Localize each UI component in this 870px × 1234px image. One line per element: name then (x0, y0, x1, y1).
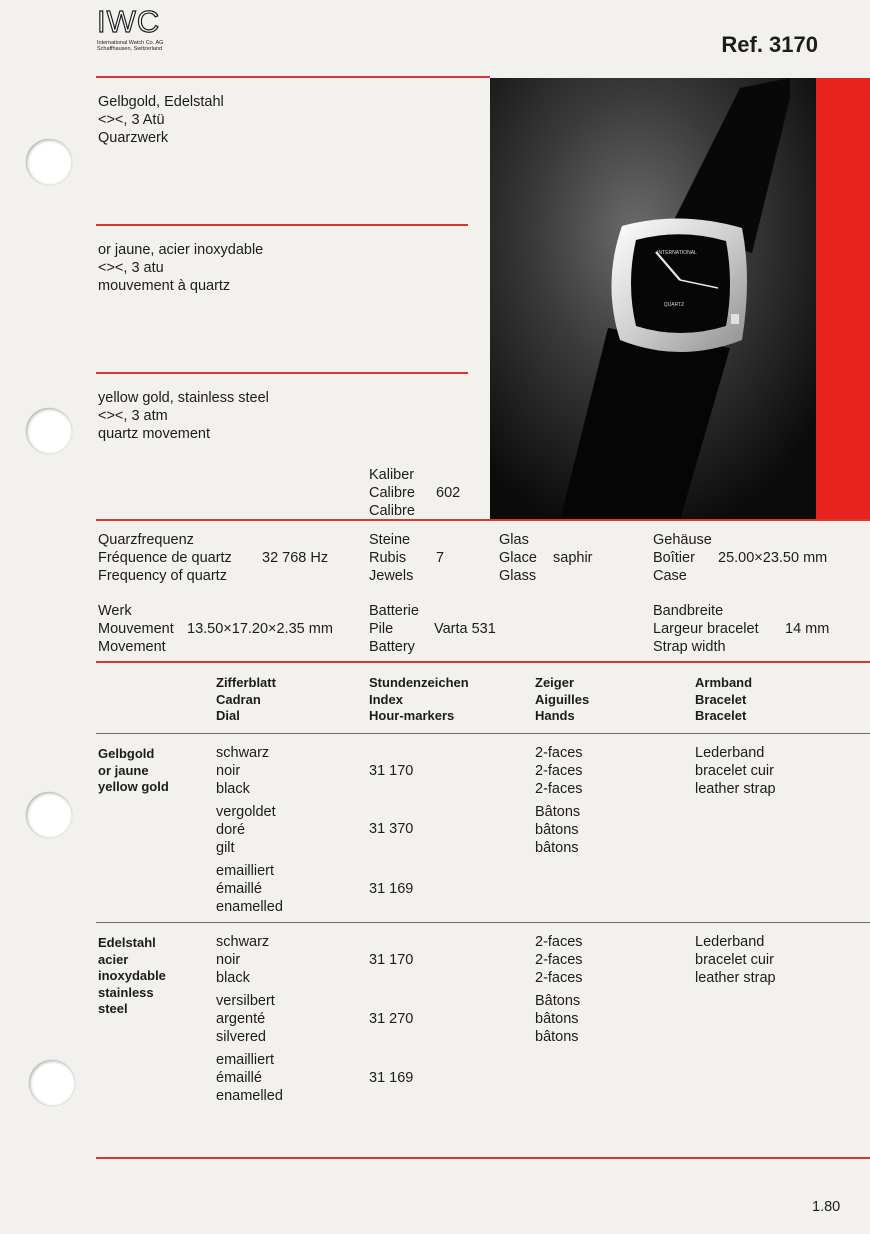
binder-hole (26, 408, 72, 454)
g1-r2-dial: vergoldet doré gilt (216, 804, 276, 856)
g1-r1-index: 31 170 (369, 763, 414, 779)
kaliber-labels: Kaliber Calibre Calibre (369, 467, 415, 519)
company-line-2: Schaffhausen, Switzerland (97, 46, 163, 52)
g1-r2-hands: Bâtons bâtons bâtons (535, 804, 581, 856)
quarz-value: 32 768 Hz (262, 550, 329, 566)
red-stripe (816, 78, 870, 520)
material-gelbgold: Gelbgold or jaune yellow gold (98, 746, 169, 794)
gehaeuse-value: 25.00×23.50 mm (718, 550, 828, 566)
batterie-value: Varta 531 (434, 621, 496, 637)
g2-r1-strap: Lederband bracelet cuir leather strap (695, 934, 776, 986)
g2-r1-index: 31 170 (369, 952, 414, 968)
g1-r3-index: 31 169 (369, 881, 414, 897)
desc-fr-movement: mouvement à quartz (98, 278, 231, 294)
desc-en-material: yellow gold, stainless steel (98, 390, 269, 406)
glas-labels: Glas Glace Glass (499, 532, 537, 584)
binder-hole (29, 1060, 75, 1106)
g2-r3-index: 31 169 (369, 1070, 414, 1086)
specs-rule (96, 519, 870, 521)
crown (731, 314, 739, 324)
header-index: Stundenzeichen Index Hour-markers (369, 675, 469, 723)
logo-text: IWC (97, 4, 161, 39)
desc-de-movement: Quarzwerk (98, 130, 169, 146)
g1-r2-index: 31 370 (369, 821, 414, 837)
table-header-rule (96, 733, 870, 734)
g1-r1-dial: schwarz noir black (216, 745, 270, 797)
watch-photo (490, 78, 870, 520)
batterie-labels: Batterie Pile Battery (369, 603, 419, 655)
g2-r2-dial: versilbert argenté silvered (216, 993, 275, 1045)
bottom-rule (96, 1157, 870, 1159)
header-rule (96, 76, 490, 78)
g2-r1-dial: schwarz noir black (216, 934, 270, 986)
g2-r2-hands: Bâtons bâtons bâtons (535, 993, 581, 1045)
gehaeuse-labels: Gehäuse Boîtier Case (653, 532, 712, 584)
desc-fr-water: <><, 3 atu (98, 260, 164, 276)
band-value: 14 mm (785, 621, 830, 637)
company-line-1: International Watch Co. AG (97, 40, 164, 46)
iwc-logo (97, 6, 163, 52)
water-resistance-icon: <><, (98, 408, 132, 424)
water-resistance-icon: <><, (98, 112, 132, 128)
table-top-rule (96, 661, 870, 663)
binder-hole (26, 139, 72, 185)
water-resistance-icon: <><, (98, 260, 132, 276)
group-rule (96, 922, 870, 923)
header-dial: Zifferblatt Cadran Dial (216, 675, 276, 723)
product-photo (490, 78, 870, 520)
kaliber-value: 602 (436, 485, 461, 501)
g2-r1-hands: 2-faces 2-faces 2-faces (535, 934, 583, 986)
binder-hole (26, 792, 72, 838)
section-rule (96, 224, 468, 226)
desc-french (98, 241, 263, 295)
werk-labels: Werk Mouvement Movement (98, 603, 174, 655)
steine-value: 7 (436, 550, 445, 566)
werk-value: 13.50×17.20×2.35 mm (187, 621, 333, 637)
desc-en-movement: quartz movement (98, 426, 211, 442)
desc-en-water: <><, 3 atm (98, 408, 168, 424)
band-labels: Bandbreite Largeur bracelet Strap width (653, 603, 759, 655)
page-number: 1.80 (812, 1199, 841, 1215)
g1-r1-hands: 2-faces 2-faces 2-faces (535, 745, 583, 797)
g2-r3-dial: emailliert émaillé enamelled (216, 1052, 283, 1104)
desc-de-material: Gelbgold, Edelstahl (98, 94, 224, 110)
g1-r3-dial: emailliert émaillé enamelled (216, 863, 283, 915)
glas-value: saphir (553, 550, 593, 566)
desc-english (98, 389, 269, 443)
g2-r2-index: 31 270 (369, 1011, 414, 1027)
desc-german (98, 93, 224, 147)
desc-fr-material: or jaune, acier inoxydable (98, 242, 264, 258)
header-strap: Armband Bracelet Bracelet (695, 675, 753, 723)
material-edelstahl: Edelstahl acier inoxydable stainless steel (98, 935, 166, 1016)
g1-r1-strap: Lederband bracelet cuir leather strap (695, 745, 776, 797)
quarz-labels: Quarzfrequenz Fréquence de quartz Frequency of quartz (98, 532, 232, 584)
dial-model: QUARTZ (663, 302, 685, 308)
desc-de-water: <><, 3 Atü (98, 112, 165, 128)
section-rule (96, 372, 468, 374)
dial-brand: INTERNATIONAL (657, 250, 697, 256)
reference-number: Ref. 3170 (721, 32, 818, 57)
header-hands: Zeiger Aiguilles Hands (535, 675, 590, 723)
steine-labels: Steine Rubis Jewels (369, 532, 414, 584)
